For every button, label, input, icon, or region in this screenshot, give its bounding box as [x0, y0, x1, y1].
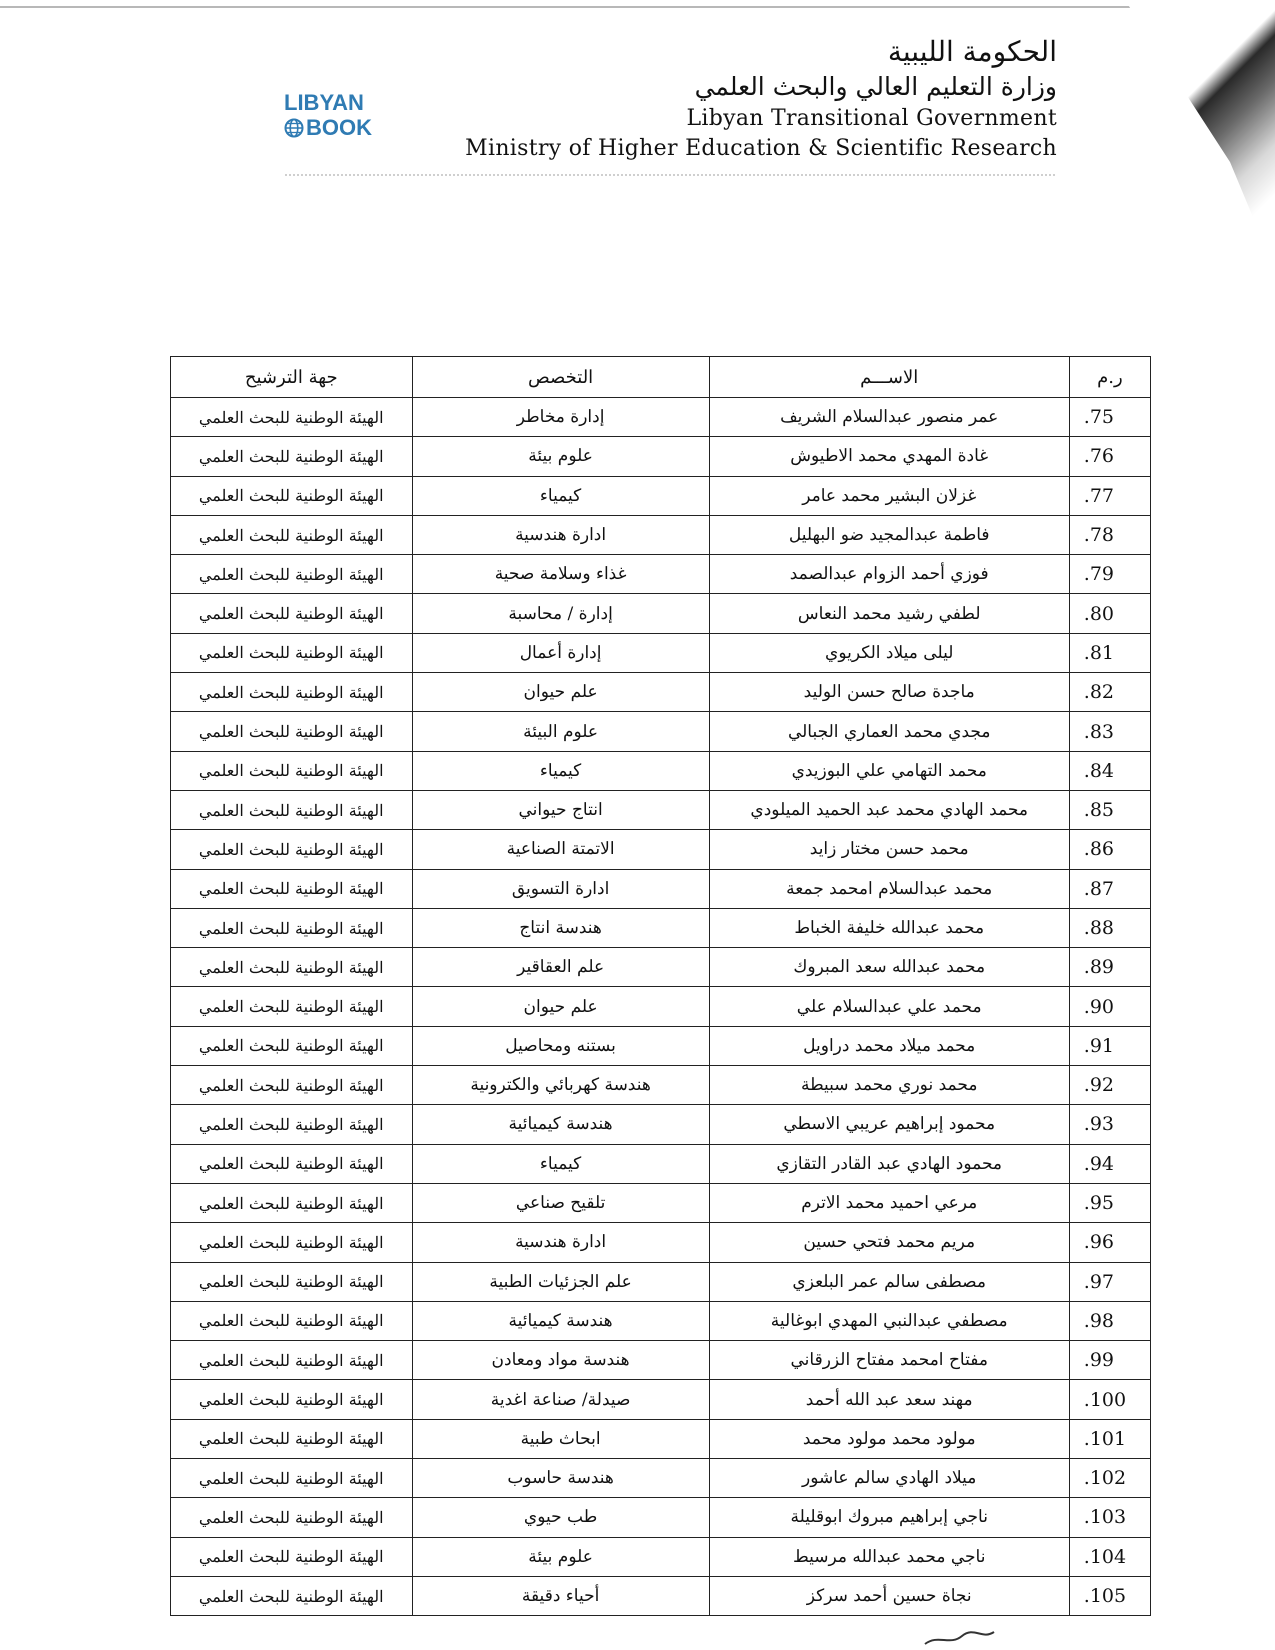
table-row	[171, 1498, 1151, 1537]
cell-nominating-body: الهيئة الوطنية للبحث العلمي	[171, 673, 413, 712]
cell-specialization: علوم بيئة	[412, 437, 709, 476]
scan-top-edge	[0, 6, 1275, 8]
table-row	[171, 712, 1151, 751]
cell-specialization: كيمياء	[412, 476, 709, 515]
cell-specialization: ادارة هندسية	[412, 515, 709, 554]
cell-nominating-body: الهيئة الوطنية للبحث العلمي	[171, 869, 413, 908]
logo-line2: BOOK	[306, 115, 372, 140]
cell-nominating-body: الهيئة الوطنية للبحث العلمي	[171, 1459, 413, 1498]
handwritten-mark	[920, 1626, 1000, 1648]
cell-number: .78	[1069, 515, 1150, 554]
arabic-ministry-title: وزارة التعليم العالي والبحث العلمي	[694, 72, 1057, 101]
cell-number: .84	[1069, 751, 1150, 790]
logo-line1: LIBYAN	[284, 90, 364, 115]
header-name: الاســـم	[709, 357, 1069, 398]
cell-number: .76	[1069, 437, 1150, 476]
cell-number: .103	[1069, 1498, 1150, 1537]
letterhead	[465, 34, 1057, 164]
table-row	[171, 515, 1151, 554]
cell-nominating-body: الهيئة الوطنية للبحث العلمي	[171, 1576, 413, 1615]
cell-nominating-body: الهيئة الوطنية للبحث العلمي	[171, 1223, 413, 1262]
cell-number: .80	[1069, 594, 1150, 633]
cell-specialization: هندسة كهربائي والكترونية	[412, 1066, 709, 1105]
cell-nominating-body: الهيئة الوطنية للبحث العلمي	[171, 633, 413, 672]
table-row	[171, 555, 1151, 594]
cell-name: فوزي أحمد الزوام عبدالصمد	[709, 555, 1069, 594]
cell-number: .105	[1069, 1576, 1150, 1615]
cell-name: محمد ميلاد محمد دراويل	[709, 1026, 1069, 1065]
table-row	[171, 1144, 1151, 1183]
table-row	[171, 1026, 1151, 1065]
table-row	[171, 987, 1151, 1026]
table-row	[171, 1066, 1151, 1105]
cell-nominating-body: الهيئة الوطنية للبحث العلمي	[171, 1537, 413, 1576]
header-number: ر.م	[1069, 357, 1150, 398]
table-row	[171, 633, 1151, 672]
cell-number: .93	[1069, 1105, 1150, 1144]
cell-specialization: بستنه ومحاصيل	[412, 1026, 709, 1065]
cell-name: مرعي احميد محمد الاترم	[709, 1183, 1069, 1222]
table-row	[171, 476, 1151, 515]
table-row	[171, 1262, 1151, 1301]
cell-number: .94	[1069, 1144, 1150, 1183]
cell-nominating-body: الهيئة الوطنية للبحث العلمي	[171, 1144, 413, 1183]
cell-nominating-body: الهيئة الوطنية للبحث العلمي	[171, 515, 413, 554]
cell-nominating-body: الهيئة الوطنية للبحث العلمي	[171, 830, 413, 869]
cell-specialization: إدارة مخاطر	[412, 398, 709, 437]
cell-nominating-body: الهيئة الوطنية للبحث العلمي	[171, 1301, 413, 1340]
cell-number: .101	[1069, 1419, 1150, 1458]
cell-name: محمد التهامي علي البوزيدي	[709, 751, 1069, 790]
cell-number: .102	[1069, 1459, 1150, 1498]
table-row	[171, 1301, 1151, 1340]
cell-number: .92	[1069, 1066, 1150, 1105]
cell-number: .90	[1069, 987, 1150, 1026]
cell-nominating-body: الهيئة الوطنية للبحث العلمي	[171, 476, 413, 515]
cell-specialization: هندسة كيميائية	[412, 1105, 709, 1144]
table-row	[171, 1576, 1151, 1615]
cell-number: .87	[1069, 869, 1150, 908]
cell-name: مجدي محمد العماري الجبالي	[709, 712, 1069, 751]
cell-specialization: علوم البيئة	[412, 712, 709, 751]
cell-name: محمد نوري محمد سبيطة	[709, 1066, 1069, 1105]
table-row	[171, 1341, 1151, 1380]
cell-number: .85	[1069, 790, 1150, 829]
cell-name: محمود إبراهيم عريبي الاسطي	[709, 1105, 1069, 1144]
cell-nominating-body: الهيئة الوطنية للبحث العلمي	[171, 555, 413, 594]
cell-name: محمود الهادي عبد القادر التقازي	[709, 1144, 1069, 1183]
table-row	[171, 830, 1151, 869]
table-row	[171, 1105, 1151, 1144]
table-row	[171, 1419, 1151, 1458]
cell-number: .97	[1069, 1262, 1150, 1301]
cell-number: .104	[1069, 1537, 1150, 1576]
cell-name: ماجدة صالح حسن الوليد	[709, 673, 1069, 712]
cell-specialization: علم الجزئيات الطبية	[412, 1262, 709, 1301]
cell-nominating-body: الهيئة الوطنية للبحث العلمي	[171, 1262, 413, 1301]
header-specialization: التخصص	[412, 357, 709, 398]
cell-name: لطفي رشيد محمد النعاس	[709, 594, 1069, 633]
cell-specialization: علوم بيئة	[412, 1537, 709, 1576]
cell-specialization: طب حيوي	[412, 1498, 709, 1537]
cell-number: .91	[1069, 1026, 1150, 1065]
cell-number: .88	[1069, 908, 1150, 947]
cell-specialization: ابحاث طبية	[412, 1419, 709, 1458]
cell-name: مفتاح امحمد مفتاح الزرقاني	[709, 1341, 1069, 1380]
table-row	[171, 1223, 1151, 1262]
cell-number: .77	[1069, 476, 1150, 515]
cell-name: نجاة حسين أحمد سركز	[709, 1576, 1069, 1615]
cell-specialization: هندسة حاسوب	[412, 1459, 709, 1498]
cell-nominating-body: الهيئة الوطنية للبحث العلمي	[171, 594, 413, 633]
cell-name: محمد عبدالله خليفة الخباط	[709, 908, 1069, 947]
cell-specialization: صيدلة/ صناعة اغدية	[412, 1380, 709, 1419]
english-ministry-title: Ministry of Higher Education & Scientific Research	[465, 136, 1057, 161]
libyan-book-logo	[284, 90, 384, 140]
cell-name: مريم محمد فتحي حسين	[709, 1223, 1069, 1262]
cell-name: محمد الهادي محمد عبد الحميد الميلودي	[709, 790, 1069, 829]
header-nominating-body: جهة الترشيح	[171, 357, 413, 398]
table-row	[171, 398, 1151, 437]
globe-icon	[284, 118, 304, 138]
table-row	[171, 1537, 1151, 1576]
cell-specialization: غذاء وسلامة صحية	[412, 555, 709, 594]
cell-nominating-body: الهيئة الوطنية للبحث العلمي	[171, 712, 413, 751]
cell-name: ميلاد الهادي سالم عاشور	[709, 1459, 1069, 1498]
cell-specialization: هندسة كيميائية	[412, 1301, 709, 1340]
cell-specialization: علم العقاقير	[412, 948, 709, 987]
cell-name: محمد عبدالسلام امحمد جمعة	[709, 869, 1069, 908]
cell-name: مصطفى سالم عمر البلعزي	[709, 1262, 1069, 1301]
cell-nominating-body: الهيئة الوطنية للبحث العلمي	[171, 1498, 413, 1537]
cell-specialization: انتاج حيواني	[412, 790, 709, 829]
cell-number: .83	[1069, 712, 1150, 751]
cell-specialization: إدارة أعمال	[412, 633, 709, 672]
cell-specialization: ادارة هندسية	[412, 1223, 709, 1262]
cell-number: .99	[1069, 1341, 1150, 1380]
cell-nominating-body: الهيئة الوطنية للبحث العلمي	[171, 1419, 413, 1458]
cell-specialization: هندسة مواد ومعادن	[412, 1341, 709, 1380]
table-row	[171, 869, 1151, 908]
cell-number: .81	[1069, 633, 1150, 672]
cell-number: .95	[1069, 1183, 1150, 1222]
cell-nominating-body: الهيئة الوطنية للبحث العلمي	[171, 1341, 413, 1380]
cell-nominating-body: الهيئة الوطنية للبحث العلمي	[171, 437, 413, 476]
cell-name: عمر منصور عبدالسلام الشريف	[709, 398, 1069, 437]
cell-specialization: الاتمتة الصناعية	[412, 830, 709, 869]
cell-specialization: أحياء دقيقة	[412, 1576, 709, 1615]
cell-nominating-body: الهيئة الوطنية للبحث العلمي	[171, 751, 413, 790]
table-header-row	[171, 357, 1151, 398]
table-row	[171, 594, 1151, 633]
cell-name: مصطفي عبدالنبي المهدي ابوغالية	[709, 1301, 1069, 1340]
cell-specialization: إدارة / محاسبة	[412, 594, 709, 633]
cell-number: .89	[1069, 948, 1150, 987]
english-government-title: Libyan Transitional Government	[686, 106, 1057, 131]
table-row	[171, 948, 1151, 987]
cell-number: .79	[1069, 555, 1150, 594]
cell-nominating-body: الهيئة الوطنية للبحث العلمي	[171, 398, 413, 437]
cell-nominating-body: الهيئة الوطنية للبحث العلمي	[171, 1380, 413, 1419]
cell-number: .75	[1069, 398, 1150, 437]
cell-specialization: هندسة انتاج	[412, 908, 709, 947]
cell-nominating-body: الهيئة الوطنية للبحث العلمي	[171, 790, 413, 829]
cell-name: مولود محمد مولود محمد	[709, 1419, 1069, 1458]
table-row	[171, 908, 1151, 947]
cell-name: محمد حسن مختار زايد	[709, 830, 1069, 869]
cell-name: غادة المهدي محمد الاطيوش	[709, 437, 1069, 476]
cell-specialization: ادارة التسويق	[412, 869, 709, 908]
cell-nominating-body: الهيئة الوطنية للبحث العلمي	[171, 948, 413, 987]
cell-nominating-body: الهيئة الوطنية للبحث العلمي	[171, 1105, 413, 1144]
cell-name: مهند سعد عبد الله أحمد	[709, 1380, 1069, 1419]
scan-corner-shadow	[1125, 0, 1275, 270]
cell-nominating-body: الهيئة الوطنية للبحث العلمي	[171, 908, 413, 947]
table-row	[171, 437, 1151, 476]
cell-nominating-body: الهيئة الوطنية للبحث العلمي	[171, 1066, 413, 1105]
cell-nominating-body: الهيئة الوطنية للبحث العلمي	[171, 987, 413, 1026]
cell-number: .98	[1069, 1301, 1150, 1340]
cell-specialization: علم حيوان	[412, 673, 709, 712]
table-row	[171, 790, 1151, 829]
cell-number: .86	[1069, 830, 1150, 869]
table-row	[171, 1380, 1151, 1419]
nominees-table	[170, 356, 1151, 1616]
cell-number: .82	[1069, 673, 1150, 712]
table-row	[171, 751, 1151, 790]
table-row	[171, 1183, 1151, 1222]
cell-specialization: علم حيوان	[412, 987, 709, 1026]
cell-name: ليلى ميلاد الكريوي	[709, 633, 1069, 672]
cell-number: .100	[1069, 1380, 1150, 1419]
cell-specialization: كيمياء	[412, 1144, 709, 1183]
cell-nominating-body: الهيئة الوطنية للبحث العلمي	[171, 1183, 413, 1222]
arabic-government-title: الحكومة الليبية	[887, 35, 1057, 68]
cell-name: ناجي محمد عبدالله مرسيط	[709, 1537, 1069, 1576]
cell-specialization: كيمياء	[412, 751, 709, 790]
cell-name: ناجي إبراهيم مبروك ابوقليلة	[709, 1498, 1069, 1537]
cell-name: غزلان البشير محمد عامر	[709, 476, 1069, 515]
table-row	[171, 1459, 1151, 1498]
cell-specialization: تلقيح صناعي	[412, 1183, 709, 1222]
cell-number: .96	[1069, 1223, 1150, 1262]
cell-name: محمد عبدالله سعد المبروك	[709, 948, 1069, 987]
letterhead-divider	[285, 174, 1055, 176]
table-row	[171, 673, 1151, 712]
cell-nominating-body: الهيئة الوطنية للبحث العلمي	[171, 1026, 413, 1065]
cell-name: فاطمة عبدالمجيد ضو البهليل	[709, 515, 1069, 554]
cell-name: محمد علي عبدالسلام علي	[709, 987, 1069, 1026]
